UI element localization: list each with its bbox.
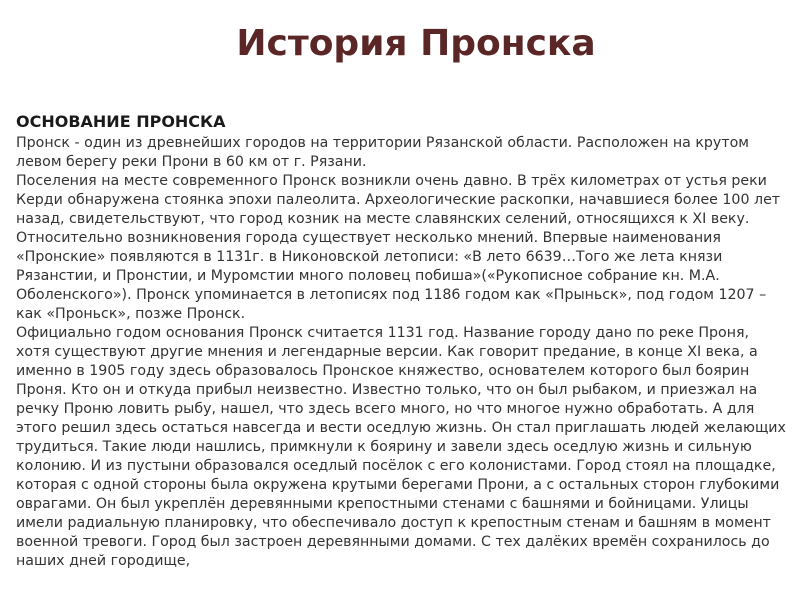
- slide-content: [16, 110, 786, 571]
- slide-title: История Пронска: [236, 23, 596, 64]
- paragraph: Пронск - один из древнейших городов на территории Рязанской области. Расположен на крутом левом берегу реки Прони в 60 км от г. Рязани.: [16, 135, 749, 170]
- paragraph: Поселения на месте современного Пронск возникли очень давно. В трёх километрах от устья реки Керди обнаружена стоянка эпохи палеолита. Археологические раскопки, начавшиеся более 100 лет назад, свидетельствуют, что город козник на месте славянских селений, относящихся к XI веку. Относительно возникновения города существует несколько мнений. Впервые наименования «Пронские» появляются в 1131г. в Никоновской летописи: «В лето 6639…Того же лета князи Рязанстии, и Пронстии, и Муромстии много половец побиша»(«Рукописное собрание кн. М.А. Оболенского»). Пронск упоминается в летописях под 1186 годом как «Прыньск», под годом 1207 – как «Проньск», позже Пронск.: [16, 173, 781, 322]
- section-heading: ОСНОВАНИЕ ПРОНСКА: [16, 112, 226, 131]
- paragraph: Официально годом основания Пронск считается 1131 год. Название городу дано по реке Проня, хотя существуют другие мнения и легендарные версии. Как говорит предание, в конце XI века, а именно в 1905 году здесь образовалось Пронское княжество, основателем которого был боярин Проня. Кто он и откуда прибыл неизвестно. Известно только, что он был рыбаком, и приезжал на речку Проню ловить рыбу, нашел, что здесь всего много, но что многое нужно обработать. А для этого решил здесь остаться навсегда и вести оседлую жизнь. Он стал приглашать людей желающих трудиться. Такие люди нашлись, примкнули к боярину и завели здесь оседлую жизнь и сильную колонию. И из пустыни образовался оседлый посёлок с его колонистами. Город стоял на площадке, которая с одной стороны была окружена крутыми берегами Прони, а с остальных сторон глубокими оврагами. Он был укреплён деревянными крепостными стенами с башнями и бойницами. Улицы имели радиальную планировку, что обеспечивало доступ к крепостным стенам и башням в момент военной тревоги. Город был застроен деревянными домами. С тех далёких времён сохранилось до наших дней городище,: [16, 325, 786, 569]
